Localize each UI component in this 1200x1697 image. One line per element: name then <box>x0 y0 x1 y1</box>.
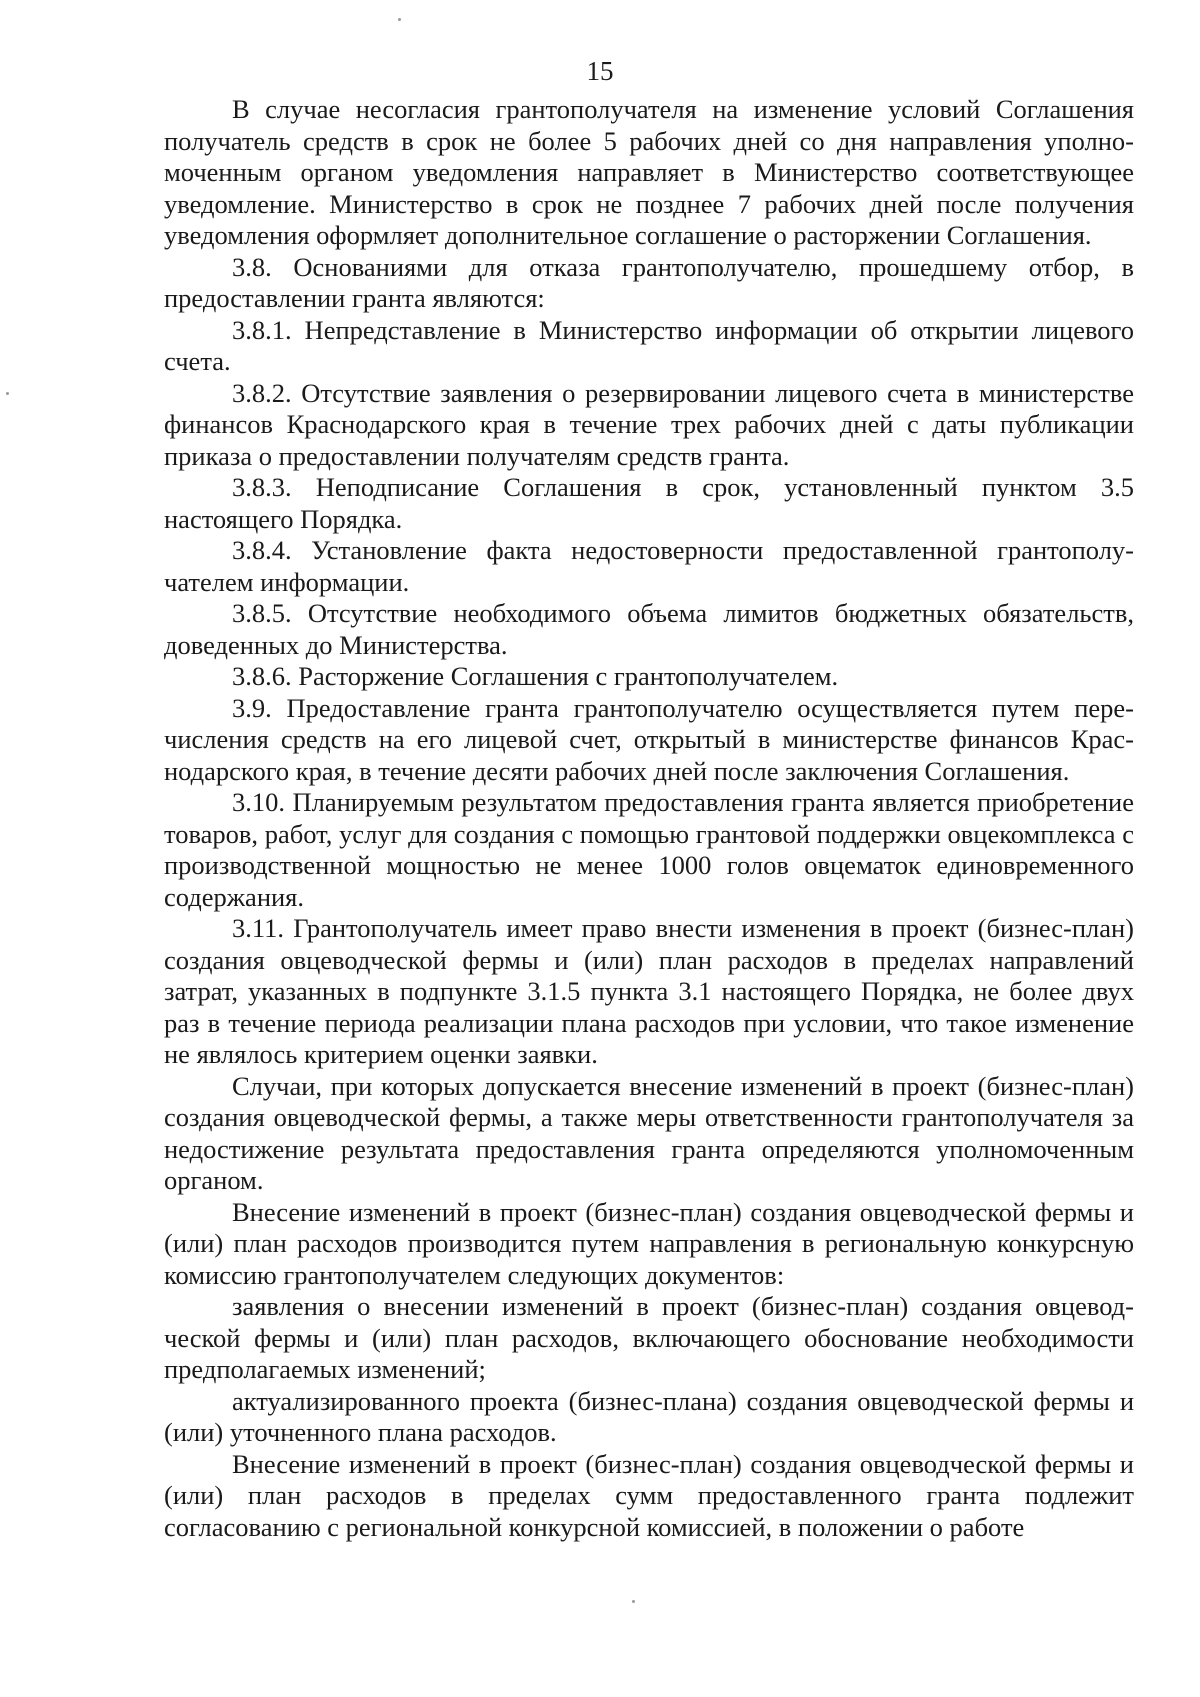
document-body <box>164 94 1134 1543</box>
paragraph-refusal-notice: В случае несогласия грантополучателя на изменение условий Соглашения получатель средств в срок не более 5 рабочих дней со дня направления уполномоченным органом уведомления направляет в Министерство соответствующее уведомление. Министерство в срок не позднее 7 рабочих дней после получения уведомления оформляет дополнительное соглашение о расторжении Соглашения. <box>164 94 1134 250</box>
paragraph-3-8-4: 3.8.4. Установление факта недостоверности предоставленной грантополучателем информации. <box>164 535 1134 597</box>
paragraph-3-8-1: 3.8.1. Непредставление в Министерство информации об открытии лицевого счета. <box>164 314 1134 376</box>
page-number: 15 <box>586 56 614 86</box>
paragraph-3-10: 3.10. Планируемым результатом предоставления гранта является приобретение товаров, работ, услуг для создания с помощью грантовой поддержки овцекомплекса с производственной мощностью не менее 1000 голов овцематок единовременного содержания. <box>164 787 1134 912</box>
scan-speck <box>398 18 401 21</box>
paragraph-application-item: заявления о внесении изменений в проект (бизнес-план) создания овцеводческой фермы и (или) план расходов, включающего обоснование необходимости предполагаемых изменений; <box>164 1291 1134 1384</box>
paragraph-3-8-3: 3.8.3. Неподписание Соглашения в срок, установленный пунктом 3.5 настоящего Порядка. <box>164 472 1134 534</box>
paragraph-change-procedure: Внесение изменений в проект (бизнес-план) создания овцеводческой фермы и (или) план расходов производится путем направления в региональную конкурсную комиссию грантополучателем следующих документов: <box>164 1196 1134 1290</box>
paragraph-3-8-6: 3.8.6. Расторжение Соглашения с грантополучателем. <box>232 661 839 691</box>
paragraph-approval: Внесение изменений в проект (бизнес-план) создания овцеводческой фермы и (или) план расходов в пределах сумм предоставленного гранта подлежит согласованию с региональной конкурсной комиссией, в положении о работе <box>164 1448 1134 1542</box>
paragraph-3-8-5: 3.8.5. Отсутствие необходимого объема лимитов бюджетных обязательств, доведенных до Министерства. <box>164 598 1134 660</box>
scan-speck <box>632 1600 635 1603</box>
paragraph-3-9: 3.9. Предоставление гранта грантополучателю осуществляется путем перечисления средств на его лицевой счет, открытый в министерстве финансов Краснодарского края, в течение десяти рабочих дней после заключения Соглашения. <box>164 692 1134 786</box>
paragraph-change-cases: Случаи, при которых допускается внесение изменений в проект (бизнес-план) создания овцеводческой фермы, а также меры ответственности грантополучателя за недостижение результата предоставления гранта определяются уполномоченным органом. <box>164 1070 1134 1195</box>
paragraph-3-11: 3.11. Грантополучатель имеет право внести изменения в проект (бизнес-план) создания овцеводческой фермы и (или) план расходов в пределах направлений затрат, указанных в подпункте 3.1.5 пункта 3.1 настоящего Порядка, не более двух раз в течение периода реализации плана расходов при условии, что такое изменение не являлось критерием оценки заявки. <box>164 913 1134 1069</box>
paragraph-3-8: 3.8. Основаниями для отказа грантополучателю, прошедшему отбор, в предоставлении гранта являются: <box>164 251 1134 313</box>
paragraph-3-8-2: 3.8.2. Отсутствие заявления о резервировании лицевого счета в министерстве финансов Краснодарского края в течение трех рабочих дней с даты публикации приказа о предоставлении получателям средств гранта. <box>164 377 1134 471</box>
scan-speck <box>6 392 9 395</box>
paragraph-updated-project-item: актуализированного проекта (бизнес-плана) создания овцеводческой фермы и (или) уточненного плана расходов. <box>164 1385 1134 1447</box>
